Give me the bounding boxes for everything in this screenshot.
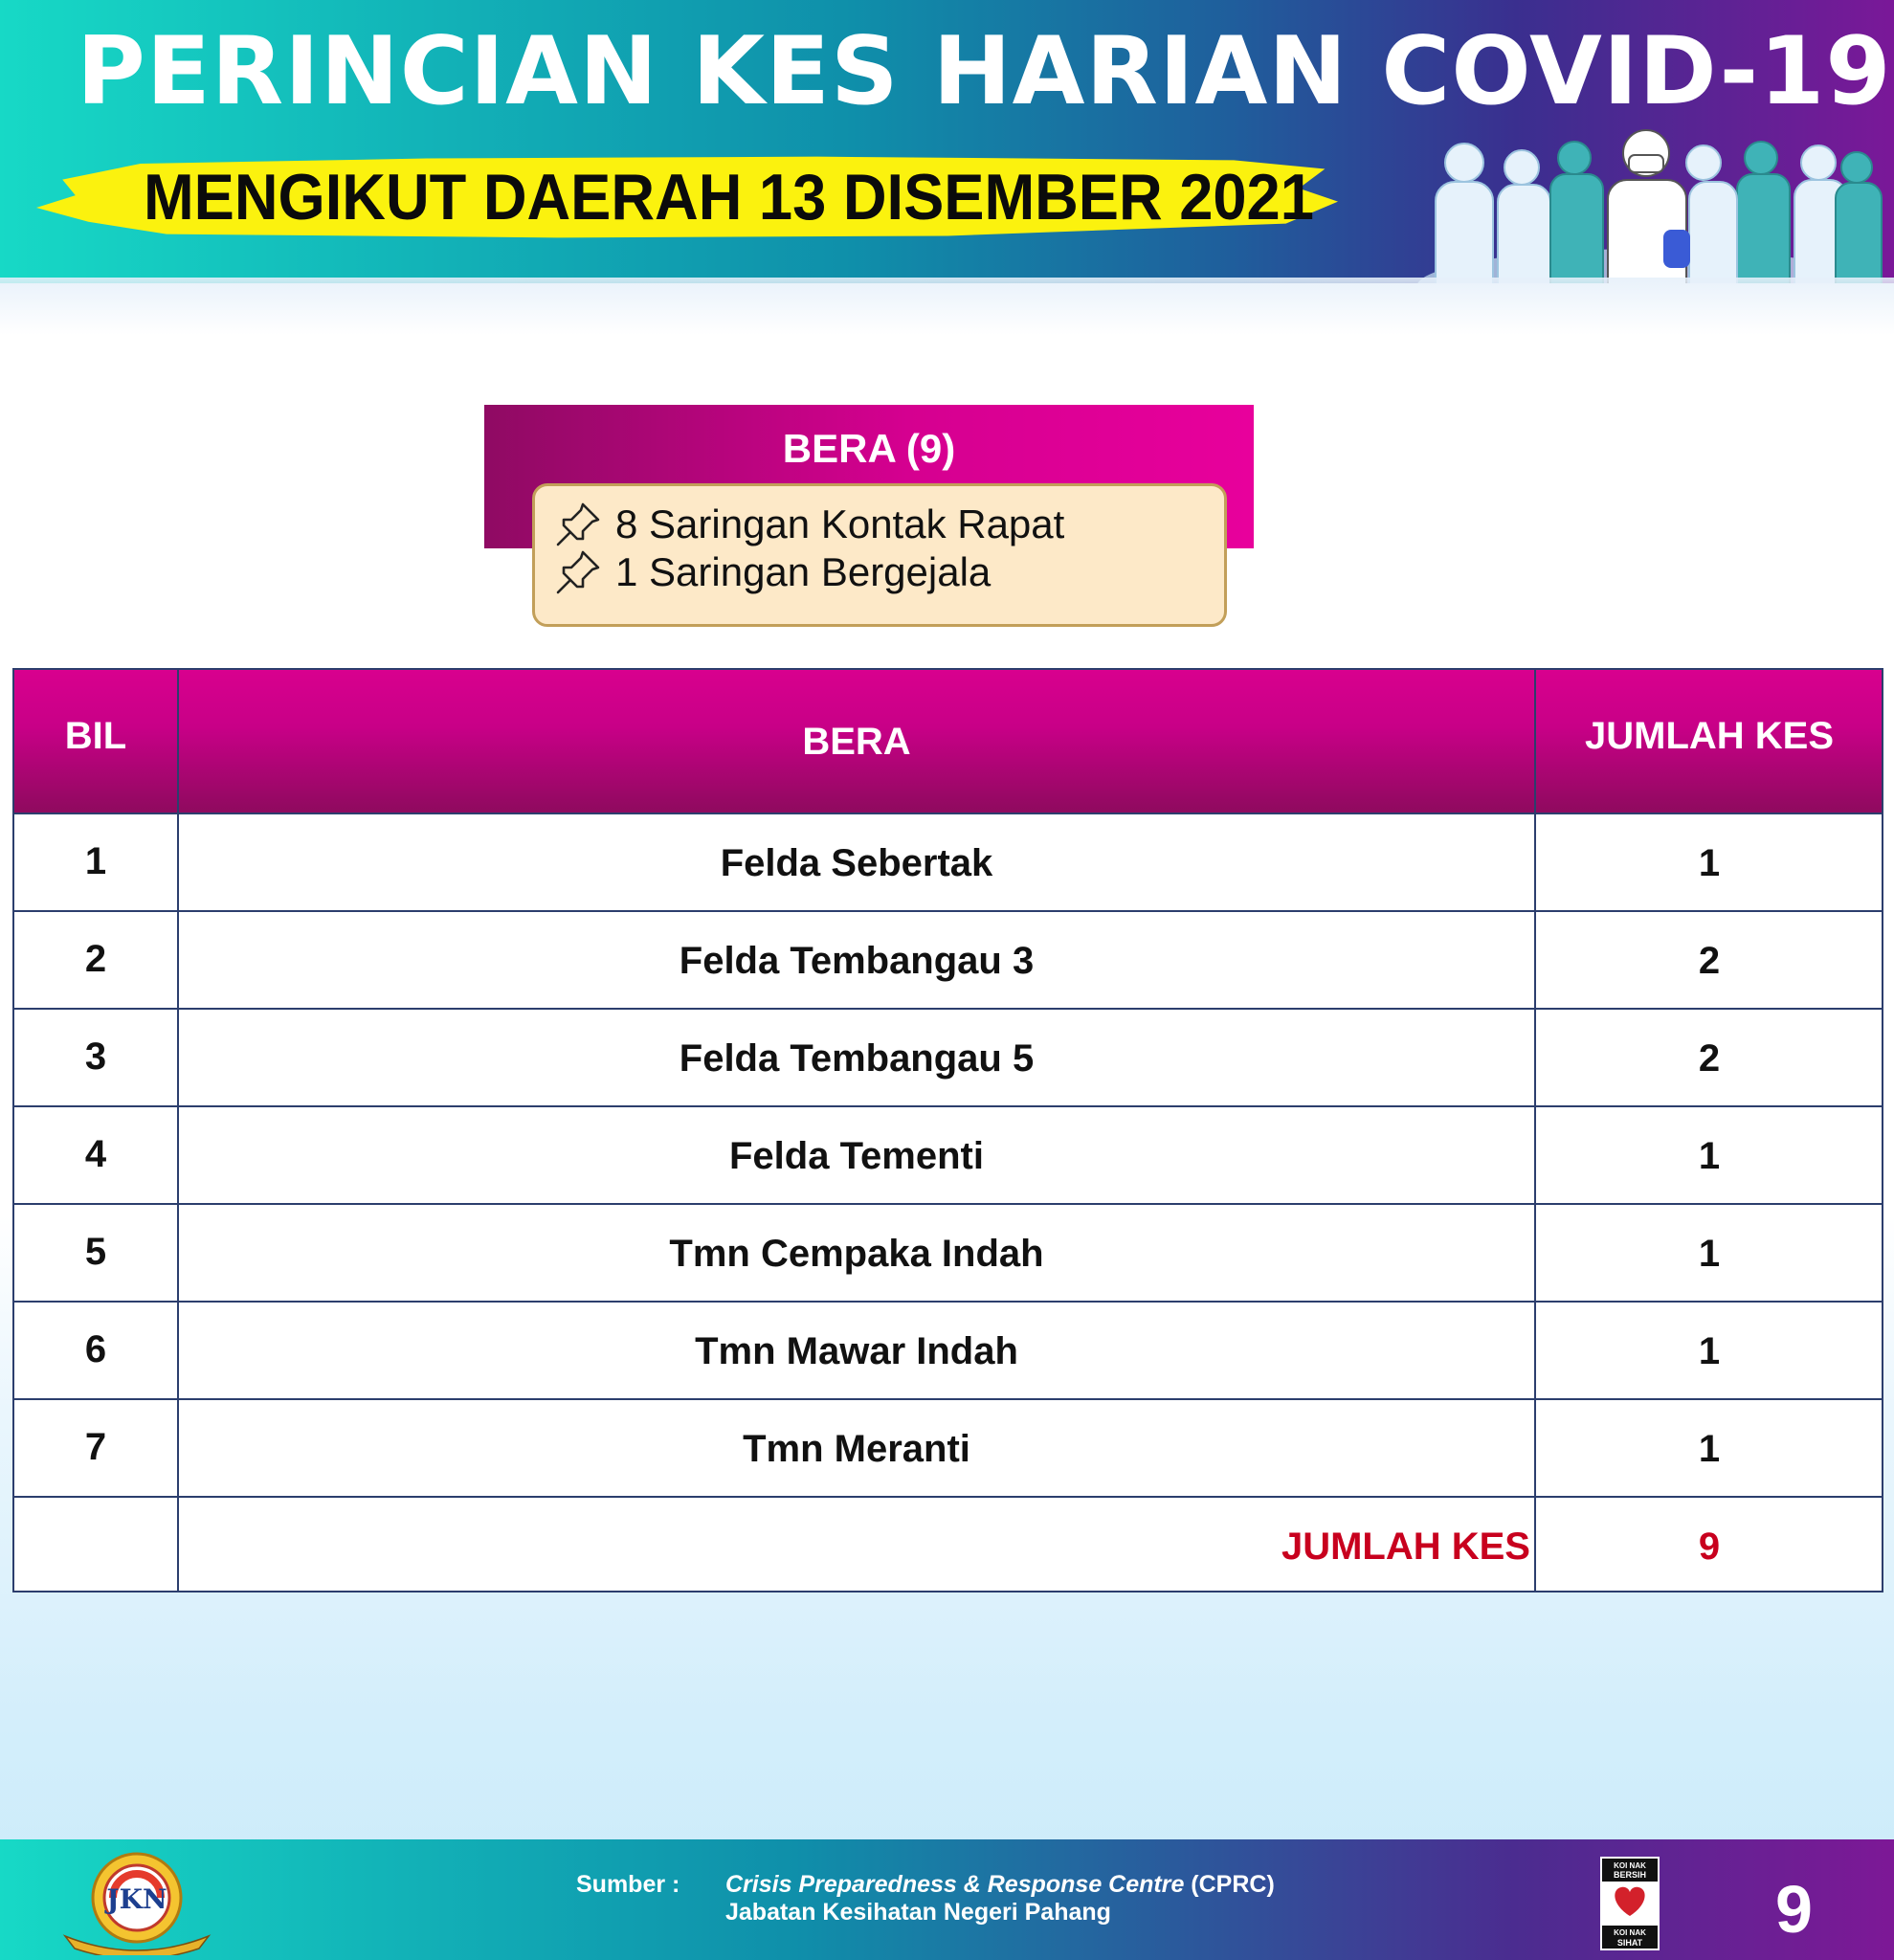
table-header [14,670,1882,813]
district-title: BERA (9) [782,426,956,471]
svg-text:SIHAT: SIHAT [1616,1938,1643,1948]
source-org-name: Crisis Preparedness & Response Centre [725,1871,1185,1898]
cases-table [12,668,1883,1592]
svg-text:KOI NAK: KOI NAK [1614,1928,1646,1937]
jkn-logo [56,1845,218,1955]
cell-count: 1 [1698,1427,1721,1470]
screening-text: 8 Saringan Kontak Rapat [615,501,1065,546]
source-department: Jabatan Kesihatan Negeri Pahang [725,1899,1111,1926]
cell-count: 1 [1698,1232,1721,1275]
cell-count: 1 [1698,1329,1721,1372]
header-bil: BIL [64,714,127,757]
pushpin-icon [554,501,602,548]
cell-count: 2 [1698,939,1721,982]
cell-location: Felda Sebertak [720,841,993,884]
svg-text:KOI NAK: KOI NAK [1614,1861,1646,1870]
source-label: Sumber : [576,1871,680,1898]
header-banner [0,0,1894,283]
koi-nak-sihat-logo [1600,1857,1660,1950]
healthcare-workers-illustration [1407,124,1885,283]
jkn-logo-text: JKN [106,1883,167,1915]
cell-bil: 6 [84,1327,107,1370]
pushpin-icon [554,548,602,596]
page-subtitle: MENGIKUT DAERAH 13 DISEMBER 2021 [144,161,1314,234]
svg-text:BERSIH: BERSIH [1613,1870,1647,1880]
cell-bil: 4 [84,1132,107,1175]
cell-bil: 7 [84,1425,107,1468]
screening-summary-box [532,483,1227,627]
header-wave [0,278,1894,335]
cell-location: Tmn Meranti [743,1427,970,1470]
header-location: BERA [802,720,911,763]
cell-location: Felda Tembangau 3 [679,939,1035,982]
cell-bil: 3 [84,1035,107,1078]
cell-count: 2 [1698,1036,1721,1080]
cell-bil: 5 [84,1230,107,1273]
cell-bil: 2 [84,937,107,980]
header-count: JUMLAH KES [1584,714,1835,757]
cell-location: Tmn Cempaka Indah [669,1232,1044,1275]
row-divider [14,813,1882,814]
cell-location: Tmn Mawar Indah [695,1329,1018,1372]
total-value: 9 [1698,1525,1721,1568]
total-label: JUMLAH KES [1281,1525,1530,1568]
screening-item [554,501,1064,548]
page-title: PERINCIAN KES HARIAN COVID-19 [77,17,1892,126]
source-org-abbr: (CPRC) [1184,1871,1275,1898]
cell-bil: 1 [84,839,107,882]
cell-location: Felda Tembangau 5 [679,1036,1035,1080]
screening-item [554,548,991,596]
cell-count: 1 [1698,1134,1721,1177]
page-number: 9 [1775,1872,1813,1947]
cell-location: Felda Tementi [729,1134,984,1177]
source-organization [725,1871,1275,1899]
screening-text: 1 Saringan Bergejala [615,549,992,594]
cell-count: 1 [1698,841,1721,884]
